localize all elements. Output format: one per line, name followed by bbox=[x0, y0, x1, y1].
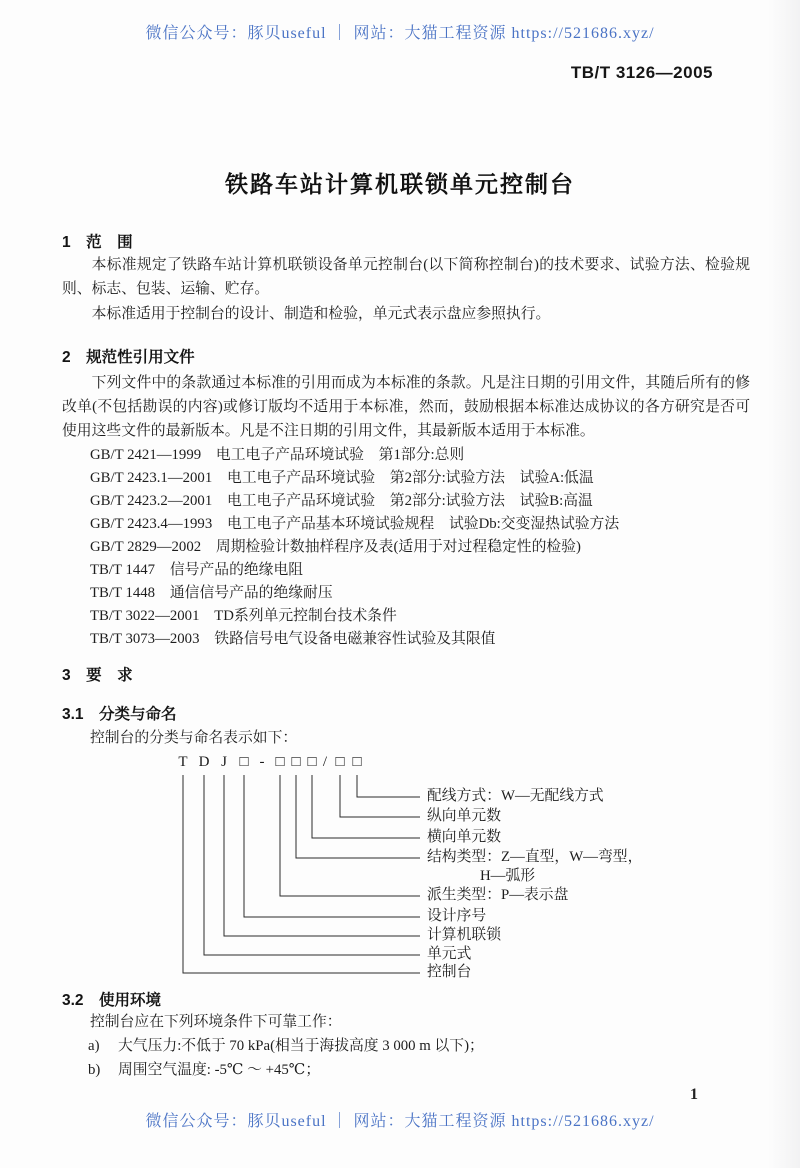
diagram-line-computer-interlocking bbox=[224, 775, 420, 936]
watermark-bottom: 微信公众号：豚贝useful ｜ 网站：大猫工程资源 https://521686.xyz/ bbox=[145, 1113, 655, 1130]
reference-item: GB/T 2423.4—1993 电工电子产品基本环境试验规程 试验Db:交变湿热试验方法 bbox=[90, 516, 620, 532]
section-3-2-intro: 控制台应在下列环境条件下可靠工作： bbox=[90, 1014, 342, 1030]
diagram-line-unit-type bbox=[204, 775, 420, 955]
reference-item: TB/T 3022—2001 TD系列单元控制台技术条件 bbox=[90, 608, 397, 624]
code-box: □ bbox=[335, 754, 345, 770]
diagram-label-derived-type: 派生类型：P—表示盘 bbox=[427, 887, 569, 903]
diagram-line-transverse-units bbox=[312, 775, 420, 838]
document-title: 铁路车站计算机联锁单元控制台 bbox=[225, 171, 575, 197]
section-3-heading: 3 要 求 bbox=[62, 667, 133, 684]
section-1-paragraph-2: 本标准适用于控制台的设计、制造和检验，单元式表示盘应参照执行。 bbox=[91, 306, 551, 322]
diagram-label-wiring-mode: 配线方式：W—无配线方式 bbox=[427, 788, 604, 804]
code-box: □ bbox=[239, 754, 249, 770]
reference-item: GB/T 2829—2002 周期检验计数抽样程序及表(适用于对过程稳定性的检验) bbox=[90, 539, 581, 555]
watermark-top: 微信公众号：豚贝useful ｜ 网站：大猫工程资源 https://521686.xyz/ bbox=[145, 25, 655, 42]
code-char: J bbox=[221, 754, 227, 770]
diagram-label-console: 控制台 bbox=[427, 964, 472, 980]
code-char: D bbox=[198, 754, 210, 770]
diagram-label-unit-type: 单元式 bbox=[427, 946, 472, 962]
diagram-line-wiring-mode bbox=[357, 775, 420, 797]
reference-item: GB/T 2423.2—2001 电工电子产品环境试验 第2部分:试验方法 试验B:高温 bbox=[90, 493, 593, 509]
diagram-line-derived-type bbox=[280, 775, 420, 896]
normative-references-list bbox=[90, 444, 619, 651]
standard-code: TB/T 3126—2005 bbox=[570, 63, 713, 82]
reference-item: GB/T 2421—1999 电工电子产品环境试验 第1部分:总则 bbox=[90, 447, 465, 463]
diagram-label-design-serial: 设计序号 bbox=[427, 908, 487, 924]
diagram-line-longitudinal-units bbox=[340, 775, 420, 817]
diagram-label-computer-interlocking: 计算机联锁 bbox=[427, 927, 501, 943]
diagram-line-console bbox=[183, 775, 420, 973]
diagram-line-structure-type bbox=[296, 775, 420, 858]
condition-marker: b) bbox=[88, 1062, 101, 1078]
code-box: □ bbox=[275, 754, 285, 770]
reference-item: TB/T 3073—2003 铁路信号电气设备电磁兼容性试验及其限值 bbox=[90, 631, 496, 647]
code-box: □ bbox=[307, 754, 317, 770]
diagram-label-structure-type: 结构类型：Z—直型，W—弯型， bbox=[427, 849, 643, 865]
condition-item-a bbox=[88, 1035, 484, 1057]
reference-item: TB/T 1448 通信信号产品的绝缘耐压 bbox=[90, 585, 333, 601]
condition-item-b bbox=[88, 1059, 320, 1081]
code-box: □ bbox=[352, 754, 362, 770]
condition-text: 周围空气温度: -5℃ ～ +45℃； bbox=[118, 1062, 321, 1078]
section-3-1-heading: 3.1 分类与命名 bbox=[62, 706, 177, 723]
condition-marker: a) bbox=[88, 1038, 100, 1054]
section-1-heading: 1 范 围 bbox=[62, 234, 133, 251]
code-slash: / bbox=[322, 754, 328, 770]
diagram-label-structure-type-line2: H—弧形 bbox=[480, 868, 536, 884]
section-1-paragraph-1: 本标准规定了铁路车站计算机联锁设备单元控制台(以下简称控制台)的技术要求、试验方法、检验规则、标志、包装、运输、贮存。 bbox=[62, 257, 750, 297]
page-number: 1 bbox=[690, 1086, 698, 1103]
diagram-label-transverse-units: 横向单元数 bbox=[427, 829, 501, 845]
reference-item: TB/T 1447 信号产品的绝缘电阻 bbox=[90, 562, 304, 578]
code-hyphen: - bbox=[259, 754, 265, 770]
code-char: T bbox=[178, 754, 188, 770]
section-2-paragraph: 下列文件中的条款通过本标准的引用而成为本标准的条款。凡是注日期的引用文件，其随后所有的修改单(不包括勘误的内容)或修订版均不适用于本标准，然而，鼓励根据本标准达成协议的各方研究是否可使用这些文件的最新版本。凡是不注日期的引用文件，其最新版本适用于本标准。 bbox=[62, 375, 750, 439]
section-3-2-heading: 3.2 使用环境 bbox=[62, 992, 162, 1009]
code-box: □ bbox=[291, 754, 301, 770]
diagram-label-longitudinal-units: 纵向单元数 bbox=[427, 808, 501, 824]
reference-item: GB/T 2423.1—2001 电工电子产品环境试验 第2部分:试验方法 试验A:低温 bbox=[90, 470, 594, 486]
section-3-1-intro: 控制台的分类与命名表示如下： bbox=[90, 730, 298, 746]
diagram-line-design-serial bbox=[244, 775, 420, 917]
condition-text: 大气压力:不低于 70 kPa(相当于海拔高度 3 000 m 以下)； bbox=[118, 1038, 484, 1054]
section-2-heading: 2 规范性引用文件 bbox=[62, 349, 195, 366]
